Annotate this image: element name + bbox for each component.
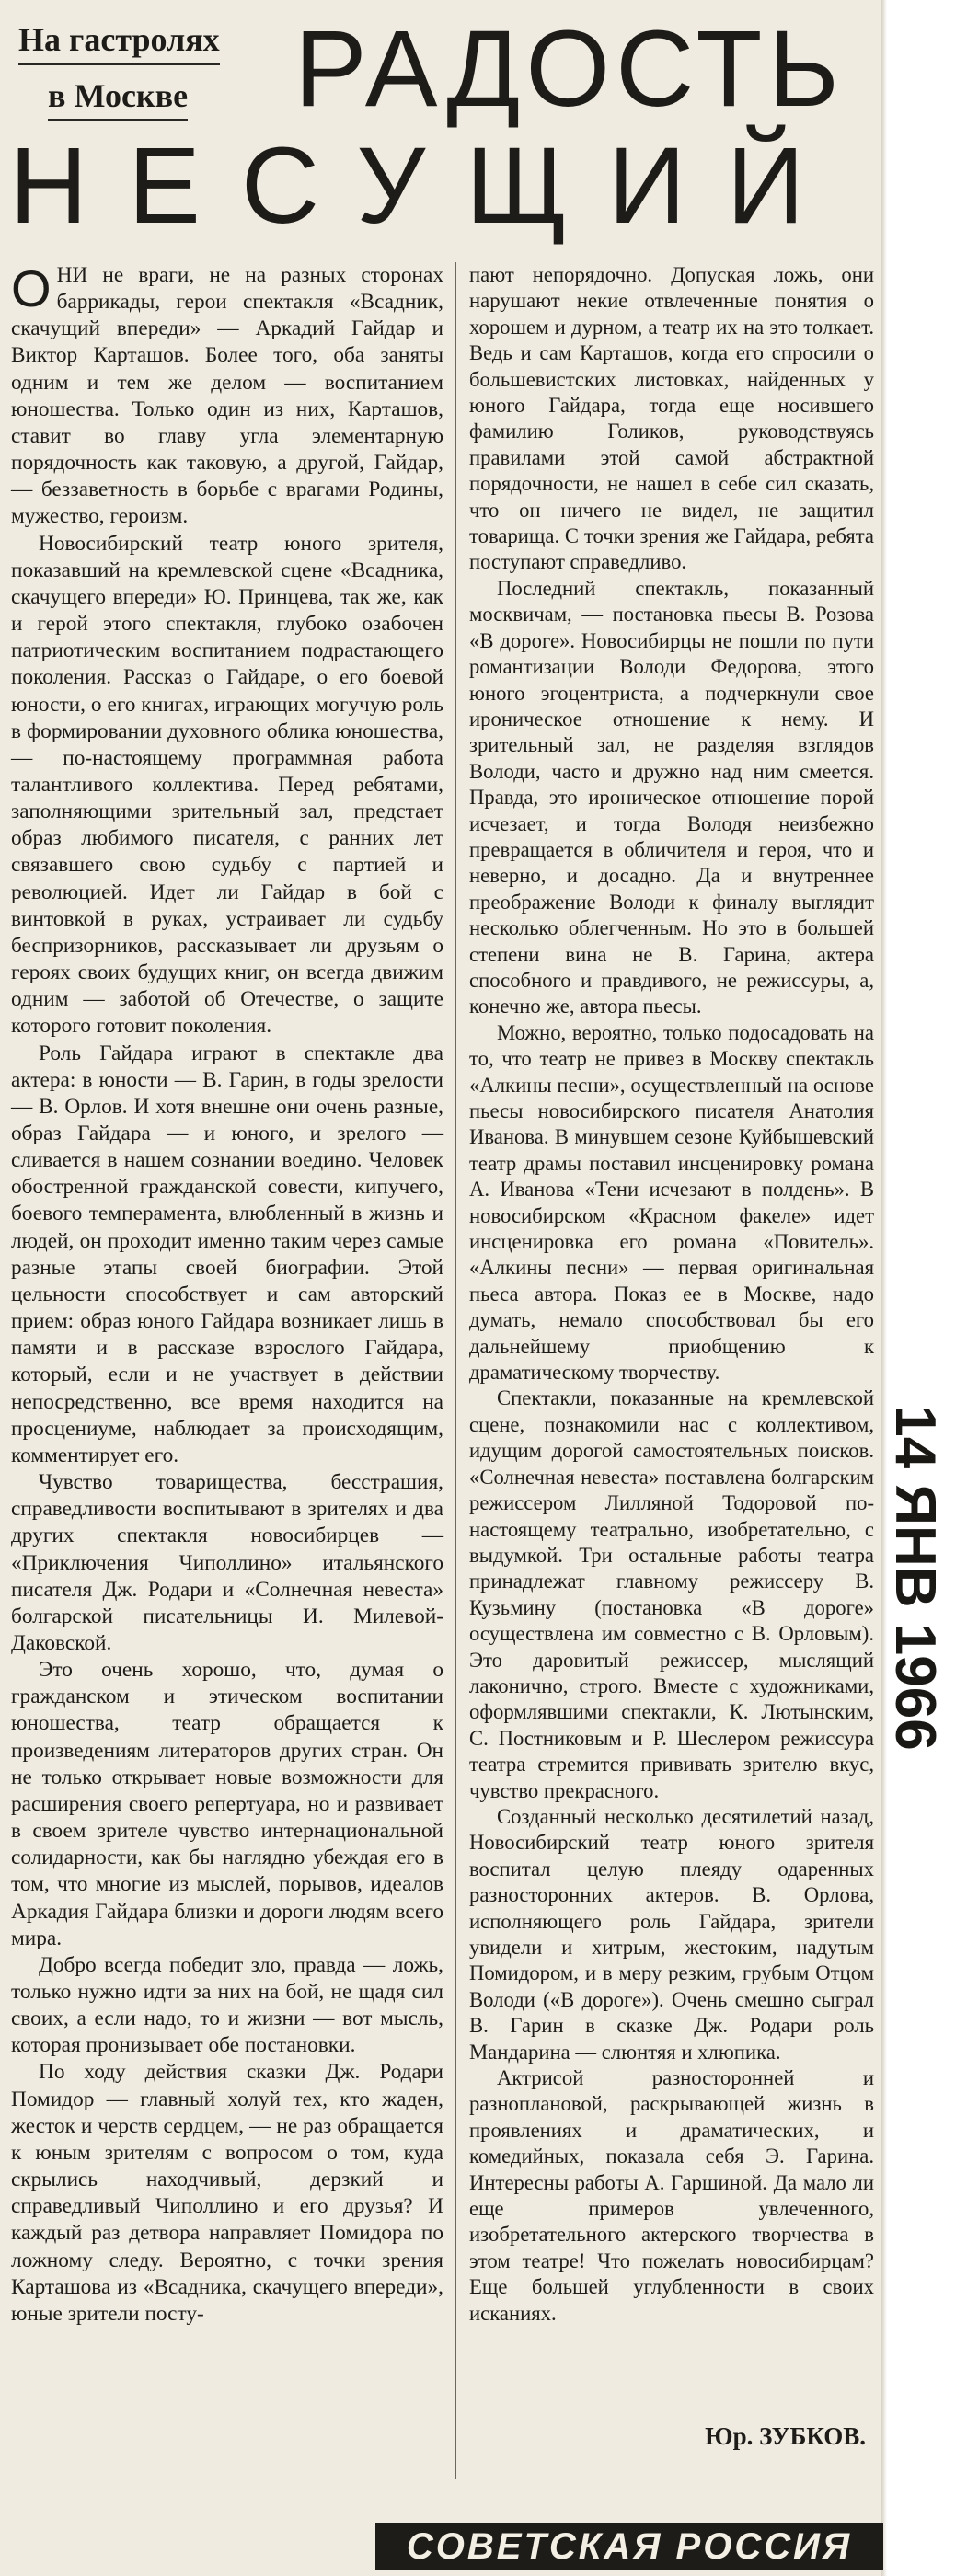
rubric-line-2: в Москве (48, 73, 188, 121)
article-paragraph: Последний спектакль, показанный москвичам, — постановка пьесы В. Розова «В дороге». Новосибирцы не пошли по пути романтизации Володи Федорова, этого юного эгоцентриста, а подчеркнули свое ироническое отношение к нему. И зрительный зал, не разделяя взглядов Володи, часто и дружно над ним смеется. Правда, это ироническое отношение порой исчезает, и тогда Володя неизбежно превращается в обличителя и героя, что и неверно, и досадно. Да и внутреннее преображение Володи к финалу выглядит несколько облегченным. Но это в большей степени вина не В. Гарина, актера способного и правдивого, не режиссуры, а, конечно же, автора пьесы. (469, 576, 874, 1018)
article-paragraph: Можно, вероятно, только подосадовать на то, что театр не привез в Москву спектакль «Алкины песни», осуществленный на основе пьесы новосибирского писателя Анатолия Иванова. В минувшем сезоне Куйбышевский театр драмы поставил инсценировку романа А. Иванова «Тени исчезают в полдень». В новосибирском «Красном факеле» идет инсценировка его романа «Повитель». «Алкины песни» — первая оригинальная пьеса автора. Показ ее в Москве, надо думать, немало способствовал бы его дальнейшему приобщению к драматическому творчеству. (469, 1020, 874, 1385)
article-paragraph: Чувство товарищества, бесстрашия, справедливости воспитывают в зрителях и два других спектакля новосибирцев — «Приключения Чиполлино» итальянского писателя Дж. Родари и «Солнечная невеста» болгарской писательницы И. Милевой-Даковской. (11, 1470, 443, 1655)
date-stamp-text: 14 ЯНВ 1966 (883, 1405, 947, 1751)
column-divider (455, 262, 456, 2479)
article-column-right (469, 262, 874, 2401)
article-paragraph: Добро всегда победит зло, правда — ложь, только нужно идти за них на бой, не щадя сил своих, а если надо, то и жизни — вот мысль, которая пронизывает обе постановки. (11, 1952, 443, 2058)
paragraph-text: НИ не враги, не на разных сторонах баррикады, герои спектакля «Всадник, скачущий впереди» — Аркадий Гайдар и Виктор Карташов. Более того, оба заняты одним и тем же делом — воспитанием юношества. Только один из них, Карташов, ставит во главу угла элементарную порядочность как таковую, а другой, Гайдар, — беззаветность в борьбе с врагами Родины, мужество, героизм. (11, 263, 443, 529)
headline-line-2: НЕСУЩИЙ (9, 125, 846, 247)
drop-cap: О (11, 259, 52, 317)
rubric-line-1: На гастролях (18, 17, 220, 65)
article-paragraph: По ходу действия сказки Дж. Родари Помидор — главный холуй тех, кто жаден, жесток и черств сердцем, — не раз обращается к юным зрителям с вопросом о том, куда скрылись находчивый, дерзкий и справедливый Чиполлино и его друзья? И каждый раз детвора направляет Помидора по ложному следу. Вероятно, с точки зрения Карташова из «Всадника, скачущего впереди», юные зрители посту- (11, 2060, 443, 2326)
article-paragraph: Актрисой разносторонней и разноплановой, раскрывающей жизнь в проявлениях и драматических, и комедийных, показала себя Э. Гарина. Интересны работы А. Гаршиной. Да мало ли еще примеров увлеченного, изобретательного актерского творчества в этом театре! Что пожелать новосибирцам? Еще большей углубленности в своих исканиях. (469, 2066, 874, 2325)
headline (9, 8, 874, 247)
article-column-left (11, 259, 443, 2512)
clipping-edge (881, 0, 887, 2576)
article-paragraph (11, 259, 443, 531)
date-stamp (869, 1380, 961, 1776)
article-paragraph: пают непорядочно. Допуская ложь, они нарушают некие отвлеченные понятия о хорошем и дурном, а театр их на это толкает. Ведь и сам Карташов, когда его спросили о большевистских листовках, найденных у юного Гайдара, тогда еще носившего фамилию Голиков, руководствуясь правилами этой самой абстрактной порядочности, не нашел в себе сил сказать, что он ничего не видел, не защитил товарища. С точки зрения же Гайдара, ребята поступают справедливо. (469, 263, 874, 574)
headline-line-1: РАДОСТЬ (294, 8, 845, 130)
article-paragraph: Это очень хорошо, что, думая о гражданском и этическом воспитании юношества, театр обращается к произведениям литераторов других стран. Он не только открывает новые возможности для расширения своего репертуара, но и развивает в своем зрителе чувство интернациональной солидарности, как бы наглядно убеждая его в том, что многие из мыслей, порывов, идеалов Аркадия Гайдара близки и дороги людям всего мира. (11, 1658, 443, 1950)
author-signature: Юр. ЗУБКОВ. (705, 2422, 866, 2450)
article-paragraph: Новосибирский театр юного зрителя, показавший на кремлевской сцене «Всадника, скачущего впереди» Ю. Принцева, так же, как и герой этого спектакля, глубоко озабочен патриотическим воспитанием подрастающего поколения. Рассказ о Гайдаре, о его боевой юности, о его книгах, играющих могучую роль в формировании духовного облика юношества, — по-настоящему программная работа талантливого коллектива. Перед ребятами, заполняющими зрительный зал, предстает образ любимого писателя, с ранних лет связавшего свою судьбу с партией и революцией. Идет ли Гайдар в бой с винтовкой в руках, устраивает ли судьбу беспризорников, рассказывает ли друзьям о героях своих будущих книг, он всегда движим одним — заботой об Отечестве, о защите которого готовит поколения. (11, 531, 443, 1039)
article-paragraph: Роль Гайдара играют в спектакле два актера: в юности — В. Гарин, в годы зрелости — В. Орлов. И хотя внешне они очень разные, образ Гайдара — и юного, и зрелого — сливается в нашем сознании воедино. Человек обостренной гражданской совести, кипучего, боевого темперамента, влюбленный в жизнь и людей, он проходит именно таким через самые разные этапы своей биографии. Этой цельности способствует и сам авторский прием: образ юного Гайдара возникает лишь в памяти и в рассказе взрослого Гайдара, который, если и не участвует в действии непосредственно, все время находится на просцениуме, наблюдает за происходящим, комментирует его. (11, 1041, 443, 1467)
article-paragraph: Спектакли, показанные на кремлевской сцене, познакомили нас с коллективом, идущим дорогой самостоятельных поисков. «Солнечная невеста» поставлена болгарским режиссером Лилляной Тодоровой по-настоящему театрально, изобретательно, с выдумкой. Три остальные работы театра принадлежат главному режиссеру В. Кузьмину (постановка «В дороге» осуществлена им совместно с В. Орловым). Это даровитый режиссер, мыслящий лаконично, строго. Вместе с художниками, оформлявшими спектакли, К. Лютынским, С. Постниковым и Р. Шеслером режиссура театра стремится прививать зрителю вкус, чувство прекрасного. (469, 1386, 874, 1802)
article-paragraph: Созданный несколько десятилетий назад, Новосибирский театр юного зрителя воспитал целую плеяду одаренных разносторонних актеров. В. Орлова, исполняющего роль Гайдара, зрители увидели и хитрым, жестоким, надутым Помидором, и в меру резким, грубым Отцом Володи («В дороге»). Очень смешно сыграл В. Гарин в сказке Дж. Родари роль Мандарина — слюнтяя и хлюпика. (469, 1804, 874, 2064)
newspaper-masthead: СОВЕТСКАЯ РОССИЯ (375, 2523, 883, 2570)
